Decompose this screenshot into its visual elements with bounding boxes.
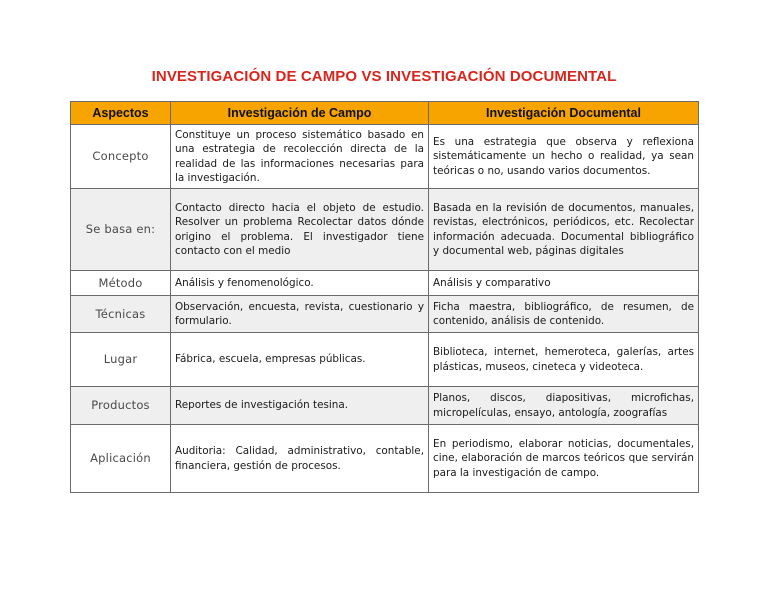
aspect-label: Lugar — [71, 333, 171, 387]
header-investigacion-campo: Investigación de Campo — [171, 102, 429, 125]
aspect-label: Concepto — [71, 125, 171, 189]
documental-cell: En periodismo, elaborar noticias, documentales, cine, elaboración de marcos teóricos que servirán para la investigación de campo. — [429, 425, 699, 493]
table-row-metodo — [71, 271, 699, 296]
aspect-label: Técnicas — [71, 296, 171, 333]
campo-cell: Observación, encuesta, revista, cuestionario y formulario. — [171, 296, 429, 333]
comparison-table — [70, 101, 699, 493]
page-title: INVESTIGACIÓN DE CAMPO VS INVESTIGACIÓN DOCUMENTAL — [151, 68, 617, 85]
campo-cell: Reportes de investigación tesina. — [171, 387, 429, 425]
campo-cell: Contacto directo hacia el objeto de estudio. Resolver un problema Recolectar datos dónde origino el problema. El investigador tiene contacto con el medio — [171, 189, 429, 271]
documental-cell: Basada en la revisión de documentos, manuales, revistas, electrónicos, periódicos, etc. Recolectar información adecuada. Documental bibliográfico y documental web, páginas digitales — [429, 189, 699, 271]
documental-cell: Planos, discos, diapositivas, microfichas, micropelículas, ensayo, antología, zoografías — [429, 387, 699, 425]
documental-cell: Es una estrategia que observa y reflexiona sistemáticamente un hecho o realidad, ya sean teóricas o no, usando varios documentos. — [429, 125, 699, 189]
campo-cell: Auditoria: Calidad, administrativo, contable, financiera, gestión de procesos. — [171, 425, 429, 493]
documental-cell: Biblioteca, internet, hemeroteca, galerías, artes plásticas, museos, cineteca y videoteca. — [429, 333, 699, 387]
header-investigacion-documental: Investigación Documental — [429, 102, 699, 125]
aspect-label: Aplicación — [71, 425, 171, 493]
documental-cell: Análisis y comparativo — [429, 271, 699, 296]
table-row-concepto — [71, 125, 699, 189]
campo-cell: Análisis y fenomenológico. — [171, 271, 429, 296]
table-row-tecnicas — [71, 296, 699, 333]
aspect-label: Se basa en: — [71, 189, 171, 271]
header-aspectos: Aspectos — [71, 102, 171, 125]
table-row-aplicacion — [71, 425, 699, 493]
documental-cell: Ficha maestra, bibliográfico, de resumen, de contenido, análisis de contenido. — [429, 296, 699, 333]
campo-cell: Fábrica, escuela, empresas públicas. — [171, 333, 429, 387]
table-row-lugar — [71, 333, 699, 387]
table-row-productos — [71, 387, 699, 425]
aspect-label: Productos — [71, 387, 171, 425]
table-row-se-basa-en — [71, 189, 699, 271]
table-header-row — [71, 102, 699, 125]
aspect-label: Método — [71, 271, 171, 296]
campo-cell: Constituye un proceso sistemático basado en una estrategia de recolección directa de la realidad de las informaciones necesarias para la investigación. — [171, 125, 429, 189]
